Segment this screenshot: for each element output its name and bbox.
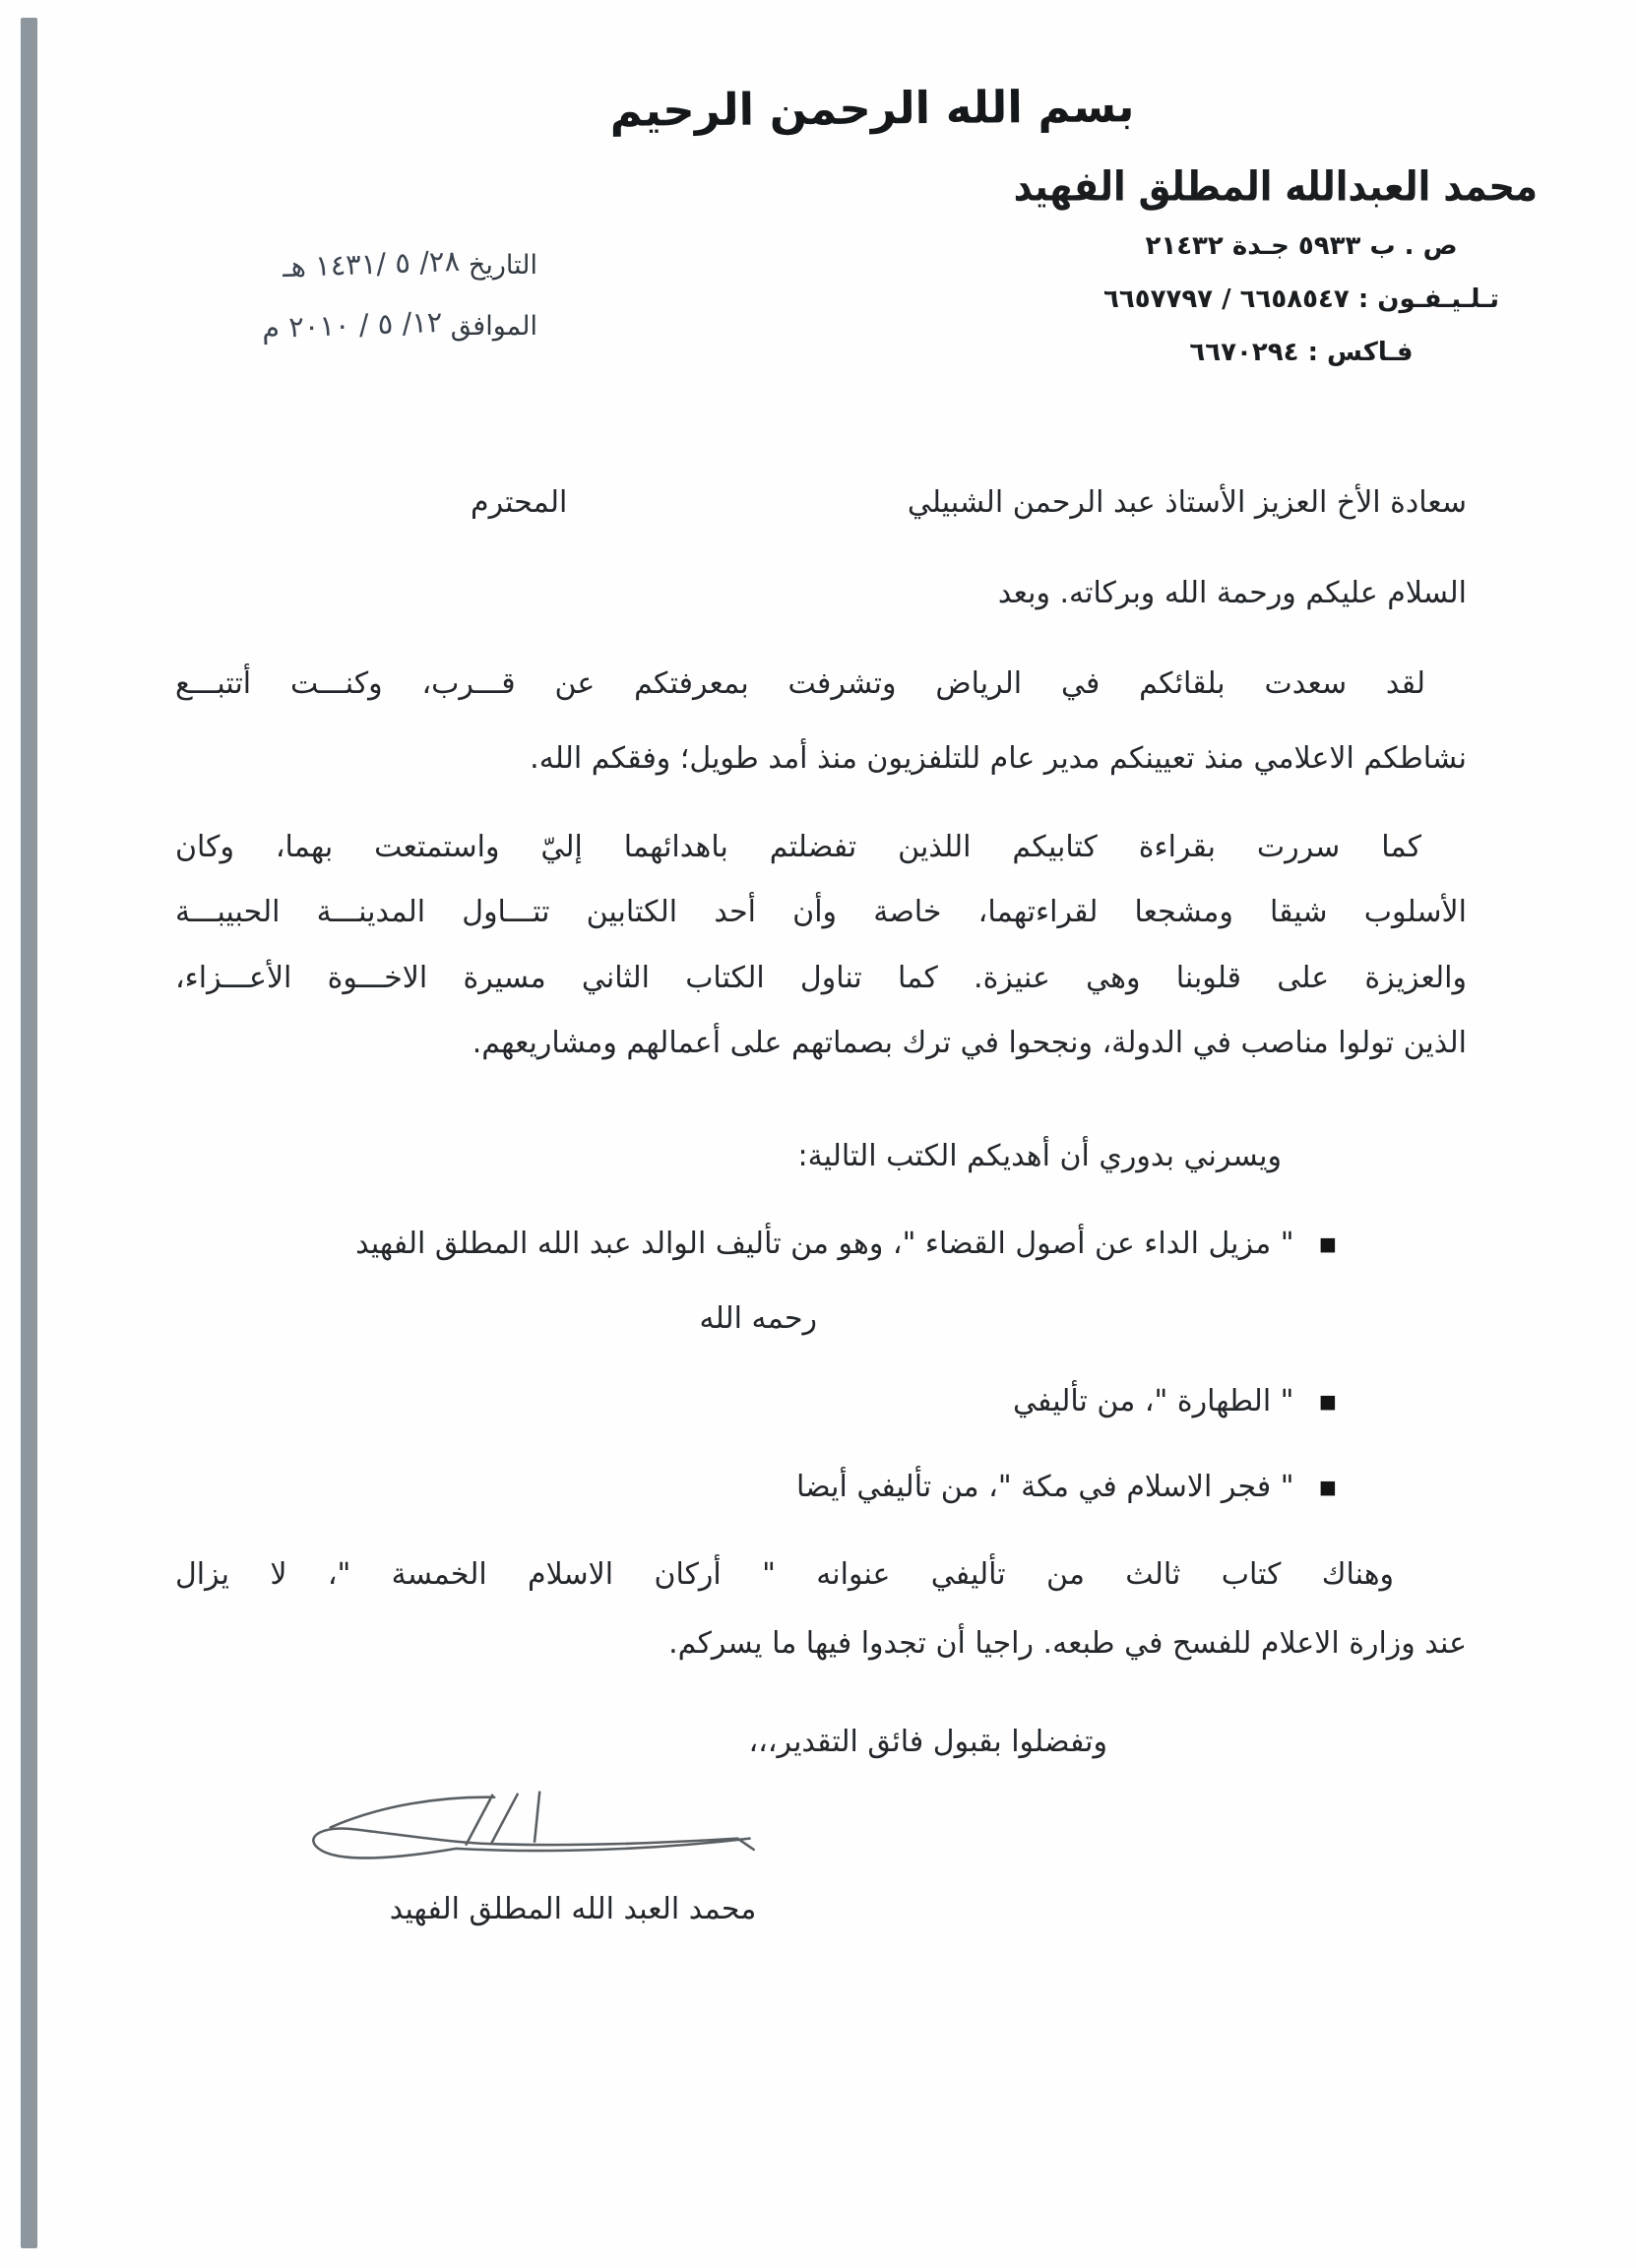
- hijri-date-line: [124, 234, 537, 295]
- letterhead-phone: تـلـيـفـون : ٦٦٥٨٥٤٧ / ٦٦٥٧٧٩٧: [1102, 284, 1500, 314]
- recipient-line: [175, 480, 1467, 526]
- paragraph2-line3: والعزيزة على قلوبنا وهي عنيزة. كما تناول الكتاب الثاني مسيرة الاخـــوة الأعـــزاء،: [175, 961, 1467, 995]
- gregorian-date-value: ١٢/ ٥ / ٢٠١٠ م: [261, 304, 443, 346]
- book-item-2: [175, 1379, 1467, 1424]
- book-item-2-text: " الطهارة "، من تأليفي: [1013, 1384, 1294, 1418]
- bullet-square-icon: ■: [1319, 1477, 1337, 1498]
- paragraph2-line1: كما سررت بقراءة كتابيكم اللذين تفضلتم باهدائهما إليّ واستمتعت بهما، وكان: [175, 830, 1421, 864]
- letterhead: [1013, 162, 1538, 367]
- gift-lead-line: ويسرني بدوري أن أهديكم الكتب التالية:: [797, 1139, 1282, 1173]
- book-item-3-text: " فجر الاسلام في مكة "، من تأليفي أيضا: [795, 1470, 1294, 1504]
- salutation-line: السلام عليكم ورحمة الله وبركاته. وبعد: [997, 576, 1467, 610]
- hijri-date-label: التاريخ: [468, 250, 537, 281]
- gregorian-date-line: [124, 295, 537, 356]
- paragraph2-line2: الأسلوب شيقا ومشجعا لقراءتهما، خاصة وأن أحد الكتابين تتـــاول المدينـــة الحبيبـــة: [175, 895, 1467, 929]
- letterhead-po-box: ص . ب ٥٩٣٣ جـدة ٢١٤٣٢: [1145, 231, 1458, 261]
- basmala-calligraphy: بسم الله الرحمن الرحيم: [609, 80, 1135, 137]
- paragraph3-line2: عند وزارة الاعلام للفسح في طبعه. راجيا أن تجدوا فيها ما يسركم.: [668, 1626, 1467, 1661]
- paragraph2-line4: الذين تولوا مناصب في الدولة، ونجحوا في ترك بصماتهم على أعمالهم ومشاريعهم.: [472, 1026, 1467, 1060]
- bullet-square-icon: ■: [1319, 1233, 1337, 1255]
- book-item-1: [175, 1222, 1467, 1267]
- paragraph1-line2: نشاطكم الاعلامي منذ تعيينكم مدير عام للتلفزيون منذ أمد طويل؛ وفقكم الله.: [530, 741, 1467, 776]
- bullet-square-icon: ■: [1319, 1391, 1337, 1413]
- closing-line: وتفضلوا بقبول فائق التقدير،،،: [748, 1725, 1107, 1759]
- recipient-name: سعادة الأخ العزيز الأستاذ عبد الرحمن الشبيلي: [907, 485, 1467, 520]
- paragraph1-line1: لقد سعدت بلقائكم في الرياض وتشرفت بمعرفتكم عن قـــرب، وكنـــت أتتبـــع: [175, 666, 1425, 701]
- paragraph3-line1: وهناك كتاب ثالث من تأليفي عنوانه " أركان الاسلام الخمسة "، لا يزال: [175, 1557, 1394, 1592]
- letterhead-fax: فـاكس : ٦٦٧٠٢٩٤: [1189, 338, 1414, 367]
- signature-scribble: [295, 1780, 768, 1883]
- book-item-3: [175, 1465, 1467, 1510]
- date-block: [124, 234, 537, 356]
- scanner-edge-artifact: [21, 18, 37, 2248]
- book-item-1-continuation: رحمه الله: [699, 1301, 817, 1336]
- recipient-honorific: المحترم: [471, 485, 568, 520]
- book-item-1-text: " مزيل الداء عن أصول القضاء "، وهو من تأليف الوالد عبد الله المطلق الفهيد: [355, 1227, 1294, 1261]
- signer-name: محمد العبد الله المطلق الفهيد: [389, 1892, 757, 1926]
- gregorian-date-label: الموافق: [450, 311, 537, 342]
- letterhead-name-calligraphy: محمد العبدالله المطلق الفهيد: [1013, 162, 1538, 211]
- hijri-date-value: ٢٨/ ٥ /١٤٣١ هـ: [282, 243, 461, 284]
